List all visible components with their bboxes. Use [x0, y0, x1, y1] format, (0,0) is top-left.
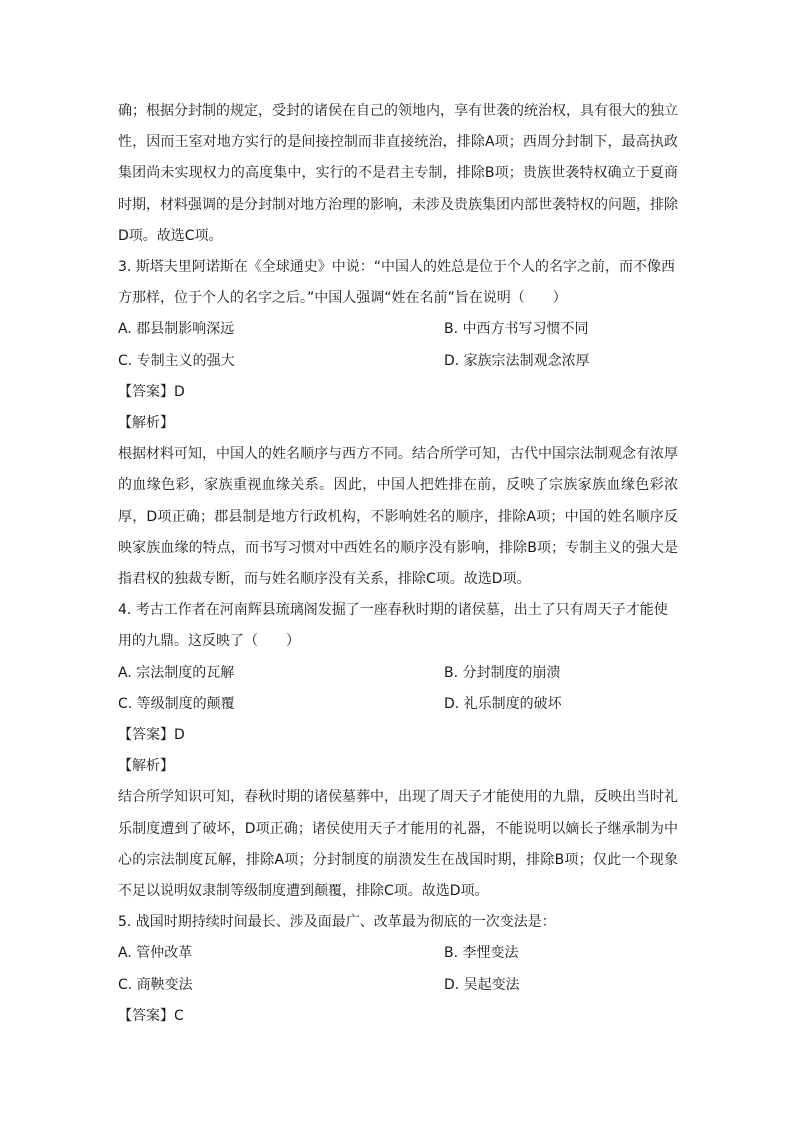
option-b: B. 分封制度的崩溃 — [444, 664, 561, 681]
option-b: B. 李悝变法 — [444, 945, 519, 962]
option-a: A. 管仲改革 — [118, 945, 193, 962]
question-5-options — [118, 938, 678, 1000]
question-4-stem: 4. 考古工作者在河南辉县琉璃阁发掘了一座春秋时期的诸侯墓，出土了只有周天子才能使用的九鼎。这反映了（ ） — [118, 602, 668, 650]
document-page — [118, 96, 678, 1032]
question-4-analysis-label: 【解析】 — [118, 758, 174, 775]
question-4-answer: 【答案】D — [118, 727, 185, 744]
option-c: C. 商鞅变法 — [118, 976, 193, 993]
option-a: A. 郡县制影响深远 — [118, 321, 235, 338]
question-4-analysis: 结合所学知识可知，春秋时期的诸侯墓葬中，出现了周天子才能使用的九鼎，反映出当时礼乐制度遭到了破坏，D项正确；诸侯使用天子才能用的礼器，不能说明以嫡长子继承制为中心的宗法制度瓦解，排除A项；分封制度的崩溃发生在战国时期，排除B项；仅此一个现象不足以说明奴隶制等级制度遭到颠覆，排除C项。故选D项。 — [118, 789, 678, 900]
option-c: C. 等级制度的颠覆 — [118, 695, 235, 712]
question-3-stem: 3. 斯塔夫里阿诺斯在《全球通史》中说：“中国人的姓总是位于个人的名字之前，而不像西方那样，位于个人的名字之后。”中国人强调“姓在名前”旨在说明（ ） — [118, 259, 676, 307]
option-d: D. 礼乐制度的破坏 — [444, 695, 562, 712]
question-4-options — [118, 658, 678, 720]
option-d: D. 吴起变法 — [444, 976, 520, 993]
question-3-options — [118, 314, 678, 376]
question-5-answer: 【答案】C — [118, 1007, 184, 1024]
previous-analysis-continuation: 确；根据分封制的规定，受封的诸侯在自己的领地内，享有世袭的统治权，具有很大的独立性，因而王室对地方实行的是间接控制而非直接统治，排除A项；西周分封制下，最高执政集团尚未实现权力的高度集中，实行的不是君主专制，排除B项；贵族世袭特权确立于夏商时期，材料强调的是分封制对地方治理的影响，未涉及贵族集团内部世袭特权的问题，排除D项。故选C项。 — [118, 103, 678, 244]
option-d: D. 家族宗法制观念浓厚 — [444, 352, 590, 369]
question-5-stem: 5. 战国时期持续时间最长、涉及面最广、改革最为彻底的一次变法是： — [118, 914, 556, 931]
option-c: C. 专制主义的强大 — [118, 352, 235, 369]
option-a: A. 宗法制度的瓦解 — [118, 664, 235, 681]
question-3-analysis-label: 【解析】 — [118, 415, 174, 432]
option-b: B. 中西方书写习惯不同 — [444, 321, 589, 338]
question-3-analysis: 根据材料可知，中国人的姓名顺序与西方不同。结合所学可知，古代中国宗法制观念有浓厚的血缘色彩，家族重视血缘关系。因此，中国人把姓排在前，反映了宗族家族血缘色彩浓厚，D项正确；郡县制是地方行政机构，不影响姓名的顺序，排除A项；中国的姓名顺序反映家族血缘的特点，而书写习惯对中西姓名的顺序没有影响，排除B项；专制主义的强大是指君权的独裁专断，而与姓名顺序没有关系，排除C项。故选D项。 — [118, 446, 678, 588]
question-3-answer: 【答案】D — [118, 383, 185, 400]
